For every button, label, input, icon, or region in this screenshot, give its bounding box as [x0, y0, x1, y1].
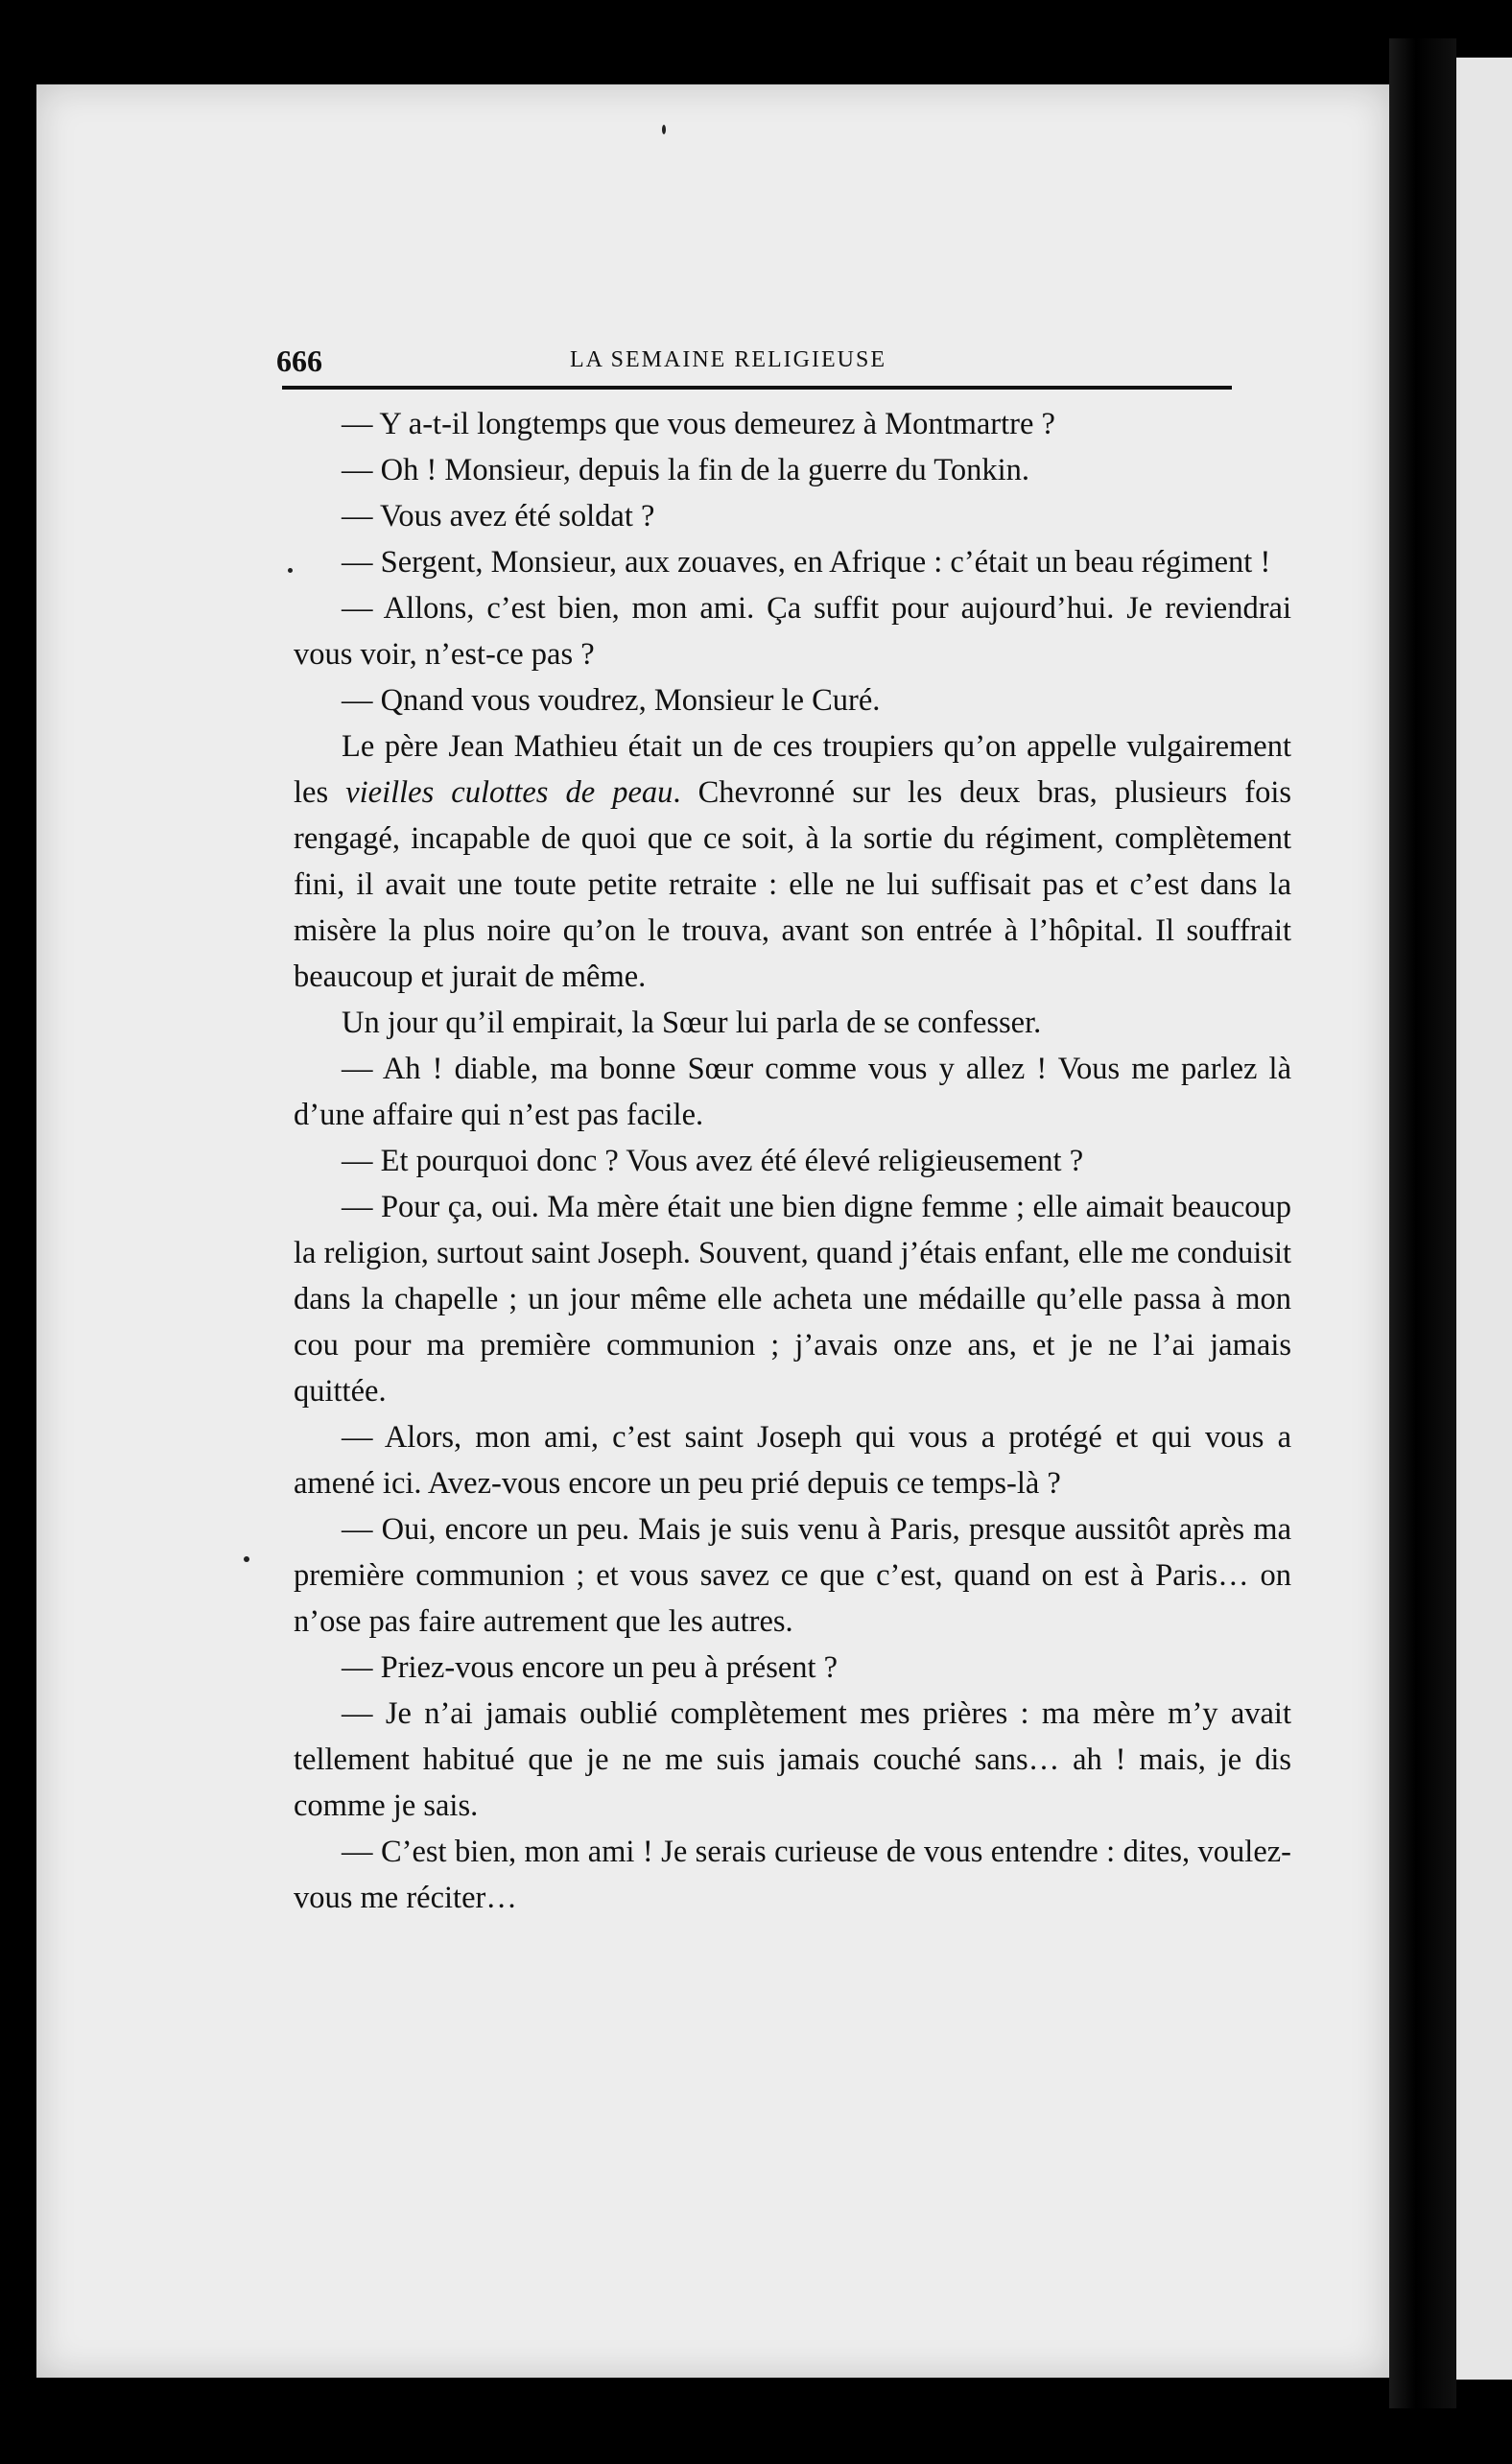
paragraph: — Sergent, Monsieur, aux zouaves, en Afrique : c’était un beau régiment !	[342, 545, 1271, 580]
scan-speck	[244, 1556, 249, 1562]
paragraph-text: . Chevronné sur les deux bras, plusieurs fois rengagé, incapable de quoi que ce soit, à la sortie du régiment, complètement fini, il avait une toute petite retraite : elle ne lui suffisait pas et c’est dans la misère la plus noire qu’on le trouva, avant son entrée à l’hôpital. Il souffrait beaucoup et jurait de même.	[294, 775, 1291, 994]
paragraph: — Alors, mon ami, c’est saint Joseph qui vous a protégé et qui vous a amené ici. Avez-vous encore un peu prié depuis ce temps-là ?	[294, 1420, 1291, 1501]
paragraph: — Oui, encore un peu. Mais je suis venu à Paris, presque aussitôt après ma première communion ; et vous savez ce que c’est, quand on est à Paris… on n’ose pas faire autrement que les autres.	[294, 1512, 1291, 1639]
scan-speck	[662, 125, 666, 134]
page-number: 666	[276, 344, 322, 378]
paragraph: — Vous avez été soldat ?	[342, 499, 655, 533]
paragraph: — Oh ! Monsieur, depuis la fin de la guerre du Tonkin.	[342, 453, 1029, 487]
paragraph: — Qnand vous voudrez, Monsieur le Curé.	[342, 683, 881, 718]
scan-speck	[288, 568, 293, 573]
paragraph: — Pour ça, oui. Ma mère était une bien digne femme ; elle aimait beaucoup la religion, surtout saint Joseph. Souvent, quand j’étais enfant, elle me conduisit dans la chapelle ; un jour même elle acheta une médaille qu’elle passa à mon cou pour ma première communion ; j’avais onze ans, et je ne l’ai jamais quittée.	[294, 1190, 1291, 1409]
gutter-shadow	[1389, 38, 1456, 2408]
body-text	[294, 401, 1291, 1921]
paragraph: — Allons, c’est bien, mon ami. Ça suffit pour aujourd’hui. Je reviendrai vous voir, n’est-ce pas ?	[294, 591, 1291, 672]
paragraph: — Priez-vous encore un peu à présent ?	[342, 1650, 839, 1685]
paragraph-text: Le père Jean Mathieu était un de ces troupiers qu’on appelle vulgairement les	[294, 729, 1291, 810]
adjacent-page-edge	[1456, 58, 1512, 2380]
header-rule	[282, 386, 1232, 390]
paragraph: — C’est bien, mon ami ! Je serais curieuse de vous entendre : dites, voulez-vous me réciter…	[294, 1835, 1291, 1915]
paragraph: — Y a-t-il longtemps que vous demeurez à Montmartre ?	[342, 407, 1055, 441]
running-title: LA SEMAINE RELIGIEUSE	[570, 347, 886, 372]
paragraph: Un jour qu’il empirait, la Sœur lui parla de se confesser.	[342, 1006, 1042, 1040]
paragraph: — Je n’ai jamais oublié complètement mes prières : ma mère m’y avait tellement habitué que je ne me suis jamais couché sans… ah ! mais, je dis comme je sais.	[294, 1696, 1291, 1823]
italic-phrase: vieilles culottes de peau	[345, 775, 673, 810]
paragraph: — Ah ! diable, ma bonne Sœur comme vous y allez ! Vous me parlez là d’une affaire qui n’est pas facile.	[294, 1052, 1291, 1132]
page-header	[276, 344, 1232, 386]
paragraph	[294, 723, 1291, 1000]
paragraph: — Et pourquoi donc ? Vous avez été élevé religieusement ?	[342, 1144, 1084, 1178]
